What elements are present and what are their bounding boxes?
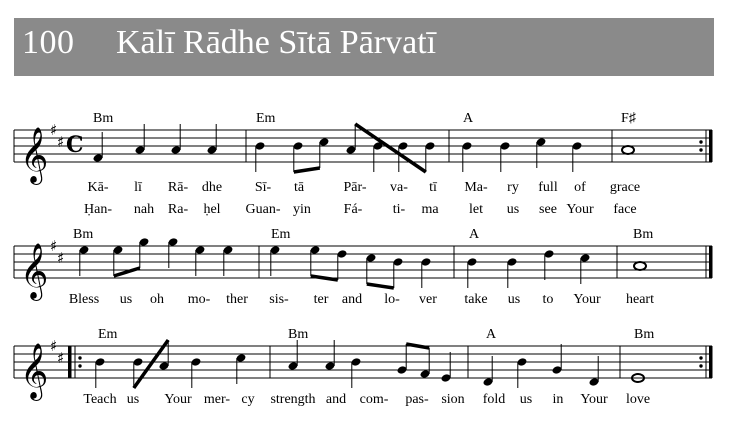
lyric-syllable: Fá- (343, 202, 363, 217)
lyric-syllable: ver (419, 292, 437, 307)
lyric-syllable: nah (133, 202, 155, 217)
lyric-syllable: com- (359, 392, 389, 407)
lyric-syllable: and (341, 292, 363, 307)
note-beam (367, 284, 394, 288)
lyric-syllable: mer- (203, 392, 231, 407)
lyric-syllable: in (552, 392, 564, 407)
chord-symbol: A (486, 327, 497, 342)
lyric-syllable: Rā- (167, 180, 189, 195)
treble-clef: 𝄞 (20, 343, 49, 399)
key-sharp: ♯ (57, 133, 65, 151)
lyric-syllable: Pār- (343, 180, 367, 195)
treble-clef: 𝄞 (20, 243, 49, 299)
lyric-syllable: fold (482, 392, 506, 407)
chord-symbol: Bm (93, 111, 114, 126)
staff-system-3 (14, 327, 713, 407)
treble-clef: 𝄞 (20, 127, 49, 183)
lyric-syllable: ti- (392, 202, 406, 217)
lyric-syllable: va- (390, 180, 408, 195)
lyric-syllable: to (542, 292, 554, 307)
whole-note (634, 262, 646, 270)
chord-symbol: A (469, 227, 480, 242)
lyric-syllable: oh (150, 292, 164, 307)
lyric-syllable: Your (573, 292, 601, 307)
lyric-syllable: strength (270, 392, 316, 407)
lyric-syllable: see (539, 202, 557, 217)
key-sharp: ♯ (50, 237, 58, 255)
chord-symbol: Em (98, 327, 118, 342)
lyric-syllable: dhe (201, 180, 223, 195)
time-signature: C (66, 132, 84, 158)
repeat-dot (699, 356, 702, 359)
key-sharp: ♯ (50, 121, 58, 139)
end-barline-thick (709, 246, 713, 278)
lyric-syllable: Sī- (254, 180, 272, 195)
end-barline-thick (709, 346, 713, 378)
lyric-syllable: Guan- (245, 202, 281, 217)
lyric-syllable: lī (134, 180, 142, 195)
lyric-syllable: ter (313, 292, 329, 307)
lyric-syllable: ma (421, 202, 439, 217)
lyric-syllable: ry (507, 180, 519, 195)
lyric-syllable: ḥel (203, 202, 221, 217)
key-sharp: ♯ (50, 337, 58, 355)
chord-symbol: A (463, 111, 474, 126)
chord-symbol: Em (271, 227, 291, 242)
chord-symbol: Bm (633, 227, 654, 242)
repeat-dot (699, 148, 702, 151)
lyric-syllable: Your (566, 202, 594, 217)
lyric-syllable: let (469, 202, 483, 217)
note-beam (294, 168, 320, 172)
chord-symbol: Bm (288, 327, 309, 342)
lyric-syllable: heart (626, 292, 654, 307)
lyric-syllable: Teach (83, 392, 117, 407)
lyric-syllable: lo- (384, 292, 400, 307)
lyric-syllable: us (507, 292, 521, 307)
lyric-syllable: us (519, 392, 533, 407)
lyric-syllable: full (538, 180, 558, 195)
lyric-syllable: of (574, 180, 586, 195)
lyric-syllable: Ḥan- (84, 202, 112, 217)
lyric-syllable: love (625, 392, 651, 407)
lyric-syllable: grace (609, 180, 641, 195)
repeat-dot (78, 356, 81, 359)
repeat-dot (699, 364, 702, 367)
repeat-start-thick (68, 346, 72, 378)
note-beam (311, 276, 338, 280)
chord-symbol: Bm (634, 327, 655, 342)
lyric-syllable: Ma- (464, 180, 488, 195)
lyric-syllable: tī (429, 180, 437, 195)
lyric-syllable: Your (164, 392, 192, 407)
chord-symbol: F♯ (621, 111, 636, 126)
whole-note (622, 146, 634, 154)
note-beam (114, 268, 140, 276)
chord-symbol: Bm (73, 227, 94, 242)
staff-system-1 (14, 111, 713, 217)
note-beam (406, 344, 429, 348)
repeat-dot (78, 364, 81, 367)
key-sharp: ♯ (57, 249, 65, 267)
chord-symbol: Em (256, 111, 276, 126)
lyric-syllable: face (613, 202, 637, 217)
lyric-syllable: Your (580, 392, 608, 407)
lyric-syllable: cy (241, 392, 255, 407)
lyric-syllable: Kā- (87, 180, 109, 195)
note-beam (355, 124, 426, 172)
lyric-syllable: yin (293, 202, 311, 217)
lyric-syllable: sion (441, 392, 465, 407)
lyric-syllable: us (506, 202, 520, 217)
lyric-syllable: pas- (405, 392, 429, 407)
lyric-syllable: Bless (68, 292, 100, 307)
repeat-dot (699, 140, 702, 143)
end-barline-thick (709, 130, 713, 162)
lyric-syllable: us (119, 292, 133, 307)
lyric-syllable: ther (226, 292, 248, 307)
lyric-syllable: sis- (269, 292, 289, 307)
song-title: Kālī Rādhe Sītā Pārvatī (116, 24, 437, 61)
key-sharp: ♯ (57, 349, 65, 367)
lyric-syllable: and (325, 392, 347, 407)
lyric-syllable: us (126, 392, 140, 407)
lyric-syllable: take (464, 292, 488, 307)
lyric-syllable: tā (293, 180, 305, 195)
staff-system-2 (14, 227, 713, 307)
lyric-syllable: Ra- (167, 202, 189, 217)
lyric-syllable: mo- (187, 292, 211, 307)
song-number: 100 (22, 24, 75, 61)
